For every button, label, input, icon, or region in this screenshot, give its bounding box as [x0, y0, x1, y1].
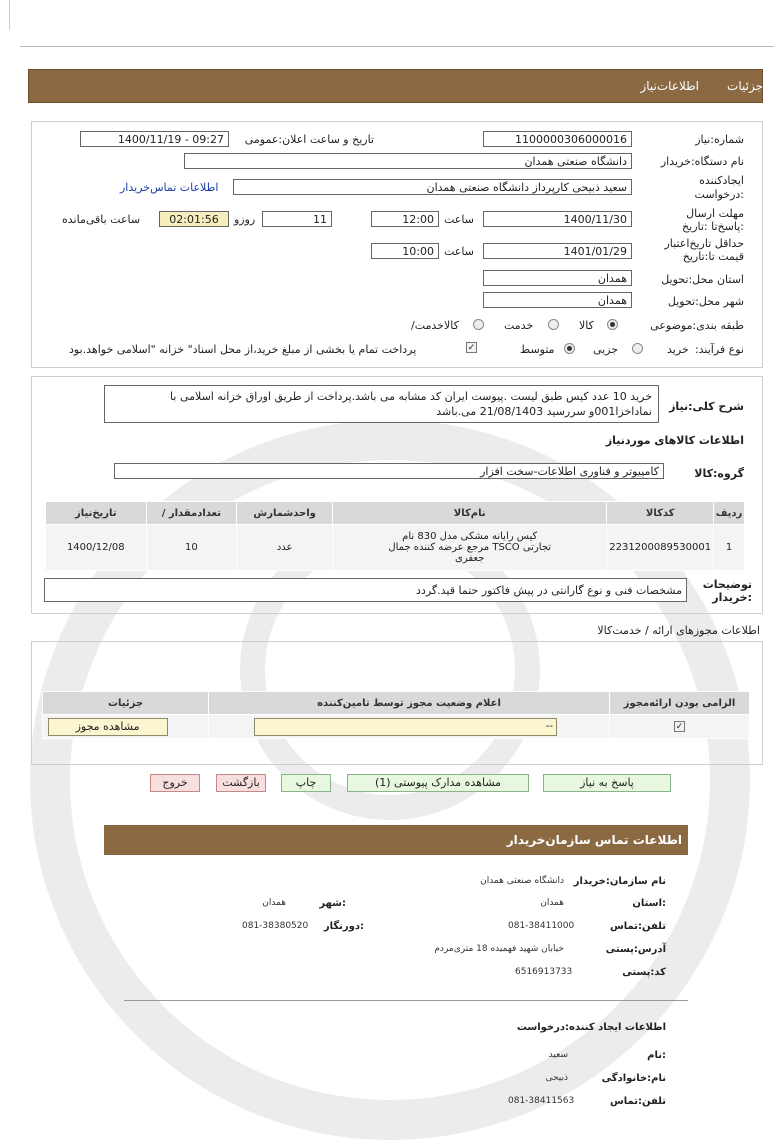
row-date: 1400/12/08	[46, 525, 147, 571]
treasury-note: پرداخت تمام یا بخشی از مبلغ خرید،از محل اسناد" خزانه "اسلامی خواهد.بود	[69, 343, 417, 356]
validity-time-label: ساعت	[444, 245, 474, 258]
col-permit-required: الزامی بودن ارائه‌مجوز	[609, 692, 749, 715]
contact-address-label: آدرس:پستی	[605, 944, 666, 955]
requester-phone: 081-38411563	[508, 1096, 575, 1106]
view-permit-button[interactable]: مشاهده مجوز	[48, 718, 168, 736]
validity-time-field: 10:00	[371, 243, 439, 259]
contact-fax: 081-38380520	[242, 921, 309, 931]
description-label: شرح کلی:نیاز	[669, 400, 744, 413]
reply-time-field: 12:00	[371, 211, 439, 227]
remaining-time-field: 02:01:56	[159, 211, 229, 227]
requester-first-name-label: :نام	[647, 1050, 666, 1061]
city-field: همدان	[483, 292, 632, 308]
col-qty: تعدادمقدار /	[146, 502, 237, 525]
contact-postal-label: کد:پستی	[622, 967, 666, 978]
reply-time-label: ساعت	[444, 213, 474, 226]
back-button[interactable]: بازگشت	[216, 774, 266, 792]
requester-title: اطلاعات ایجاد کننده:درخواست	[516, 1022, 666, 1033]
announce-label: تاریخ و ساعت اعلان:عمومی	[244, 133, 374, 146]
row-code: 2231200089530001	[607, 525, 714, 571]
row-qty: 10	[146, 525, 237, 571]
col-date: تاریخ‌نیاز	[46, 502, 147, 525]
description-box: خرید 10 عدد کیس طبق لیست .پیوست ایران کد مشابه می باشد.پرداخت از طریق اوراق خزانه اسلامی با نماداخزا001و سررسید 21/08/1403 می.باشد	[104, 385, 659, 423]
exit-button[interactable]: خروج	[150, 774, 200, 792]
creator-label: ایجادکننده :درخواست	[694, 174, 744, 201]
remaining-time-label: ساعت باقی‌مانده	[62, 213, 141, 226]
announce-field: 1400/11/19 - 09:27	[80, 131, 229, 147]
table-row	[46, 525, 745, 571]
contact-fax-label: :دورنگار	[323, 921, 364, 932]
contact-address: خیابان شهید فهمیده 18 متری‌مردم	[434, 944, 564, 954]
requester-last-name: ذبیحی	[545, 1073, 568, 1083]
buyer-notes-label: توضیحات :خریدار	[702, 578, 752, 604]
permits-title: اطلاعات مجوزهای ارائه / خدمت‌کالا	[597, 624, 760, 637]
reply-date-field: 1400/11/30	[483, 211, 632, 227]
days-label: روزو	[234, 213, 256, 226]
print-button[interactable]: چاپ	[281, 774, 331, 792]
goods-group-field: کامپیوتر و فناوری اطلاعات-سخت افزار	[114, 463, 664, 479]
validity-label: حداقل تاریخ‌اعتبار قیمت تا:تاریخ	[664, 237, 744, 263]
contact-buyer-link[interactable]: اطلاعات تماس‌خریدار	[120, 181, 219, 194]
province-field: همدان	[483, 270, 632, 286]
tab-need-info[interactable]: اطلاعات‌نیاز	[640, 79, 699, 93]
province-label: استان محل:تحویل	[661, 273, 744, 286]
need-number-label: شماره:نیاز	[695, 133, 744, 146]
permits-table	[42, 691, 750, 739]
process-minor-label: جزیی	[593, 343, 619, 356]
buyer-org-field: دانشگاه صنعتی همدان	[184, 153, 632, 169]
row-unit: عدد	[237, 525, 333, 571]
contact-city-label: :شهر	[319, 898, 346, 909]
process-buy-label: خرید	[667, 343, 689, 356]
days-field: 11	[262, 211, 332, 227]
buyer-notes-field: مشخصات فنی و نوع گارانتی در پیش فاکتور حتما قید.گردد	[44, 578, 687, 602]
category-radio-service[interactable]	[548, 319, 559, 330]
col-row: ردیف	[714, 502, 745, 525]
attachments-button[interactable]: مشاهده مدارک پیوستی (1)	[347, 774, 529, 792]
col-permit-status: اعلام وضعیت مجوز توسط تامین‌کننده	[209, 692, 610, 715]
buyer-org-label: نام دستگاه:خریدار	[660, 155, 744, 168]
table-row	[43, 715, 750, 739]
requester-first-name: سعید	[548, 1050, 568, 1060]
contact-phone: 081-38411000	[508, 921, 575, 931]
contact-province-label: :استان	[632, 898, 666, 909]
category-goods-label: کالا	[579, 319, 594, 332]
reply-deadline-label: مهلت ارسال :پاسخ‌تا :تاریخ	[682, 207, 744, 233]
process-medium-label: متوسط	[520, 343, 555, 356]
col-code: کدکالا	[607, 502, 714, 525]
row-name: کیس رایانه مشکی مدل 830 نام تجارتی TSCO مرجع عرضه کننده جمال جعفری	[333, 525, 607, 571]
treasury-checkbox[interactable]: ✓	[467, 343, 476, 353]
contact-divider	[124, 1000, 688, 1001]
permit-status-field: --	[254, 718, 557, 736]
top-divider	[20, 46, 774, 47]
category-service-label: خدمت	[504, 319, 534, 332]
col-unit: واحدشمارش	[237, 502, 333, 525]
col-name: نام‌کالا	[333, 502, 607, 525]
requester-phone-label: تلفن:تماس	[609, 1096, 666, 1107]
reply-button[interactable]: پاسخ به نیاز	[543, 774, 671, 792]
contact-postal: 6516913733	[515, 967, 573, 977]
validity-date-field: 1401/01/29	[483, 243, 632, 259]
process-radio-minor[interactable]	[632, 343, 643, 354]
left-divider	[9, 0, 10, 30]
contact-province: همدان	[540, 898, 564, 908]
contact-phone-label: تلفن:تماس	[609, 921, 666, 932]
creator-field: سعید ذبیحی کارپرداز دانشگاه صنعتی همدان	[233, 179, 632, 195]
permit-details-cell	[43, 715, 209, 739]
contact-header-title: اطلاعات تماس سازمان‌خریدار	[506, 833, 682, 847]
col-permit-details: جزئیات	[43, 692, 209, 715]
contact-org-label: نام سازمان:خریدار	[573, 876, 666, 887]
permit-required-cell	[609, 715, 749, 739]
goods-table	[45, 501, 745, 571]
row-index: 1	[714, 525, 745, 571]
goods-section-title: اطلاعات کالاهای موردنیاز	[605, 434, 744, 447]
category-radio-goods[interactable]	[607, 319, 618, 330]
category-label: طبقه بندی:موضوعی	[650, 319, 744, 332]
need-number-field: 1100000306000016	[483, 131, 632, 147]
goods-group-label: گروه:کالا	[694, 467, 744, 480]
city-label: شهر محل:تحویل	[667, 295, 744, 308]
category-goods-service-label: کالاخدمت/	[411, 319, 459, 332]
process-radio-medium[interactable]	[564, 343, 575, 354]
permit-required-checkbox: ✓	[675, 722, 684, 732]
contact-city: همدان	[262, 898, 286, 908]
permit-status-cell	[209, 715, 610, 739]
tab-details[interactable]: جزئیات	[727, 79, 763, 93]
process-label: نوع فرآیند:	[694, 343, 744, 356]
requester-last-name-label: نام:خانوادگی	[601, 1073, 666, 1084]
contact-org: دانشگاه صنعتی همدان	[480, 876, 564, 886]
category-radio-goods-service[interactable]	[473, 319, 484, 330]
